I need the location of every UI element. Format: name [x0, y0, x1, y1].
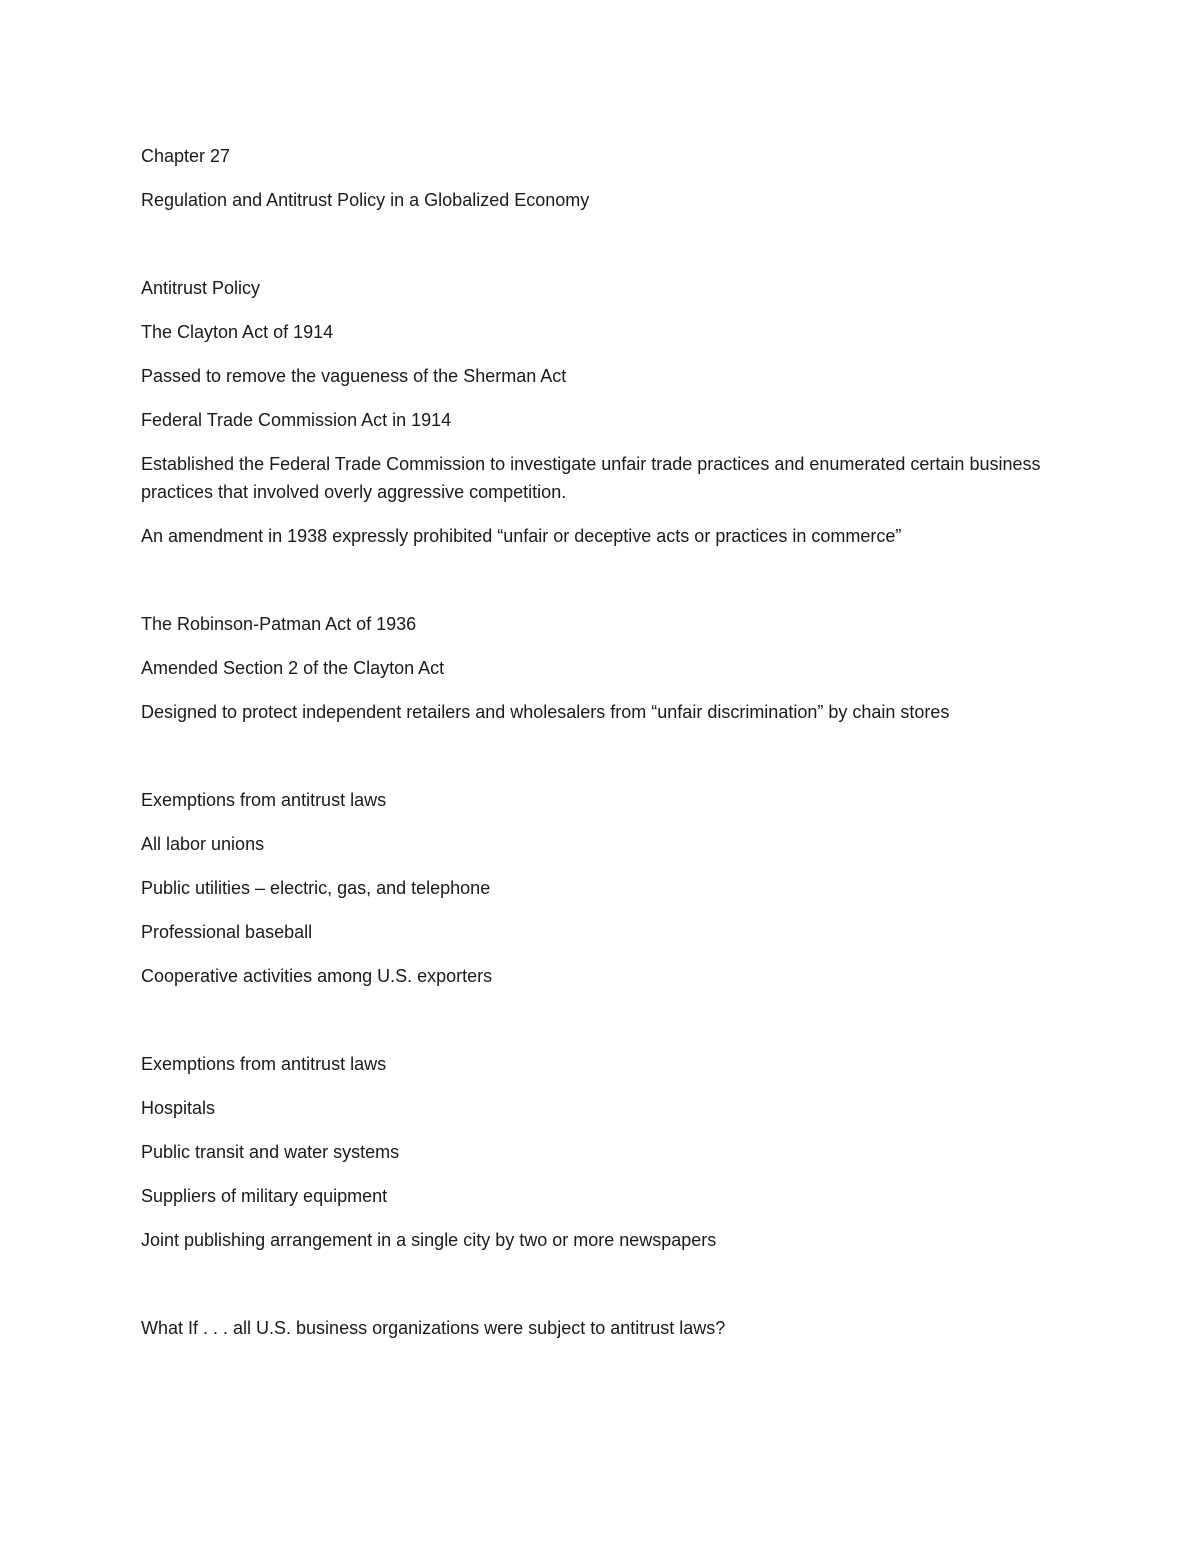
section-spacer — [141, 742, 1061, 786]
section-robinson-patman — [141, 610, 1061, 726]
section-line: Established the Federal Trade Commission to investigate unfair trade practices and enumerated certain business practices that involved overly aggressive competition. — [141, 454, 1046, 502]
section-what-if — [141, 1314, 1061, 1342]
section-line: Amended Section 2 of the Clayton Act — [141, 658, 445, 678]
section-heading: Exemptions from antitrust laws — [141, 1054, 387, 1074]
closing-question: What If . . . all U.S. business organizations were subject to antitrust laws? — [141, 1318, 726, 1338]
section-line: Cooperative activities among U.S. exporters — [141, 966, 493, 986]
section-line: Hospitals — [141, 1098, 216, 1118]
section-line: Designed to protect independent retailers and wholesalers from “unfair discrimination” by chain stores — [141, 702, 950, 722]
section-line: An amendment in 1938 expressly prohibited “unfair or deceptive acts or practices in commerce” — [141, 526, 902, 546]
section-line: Passed to remove the vagueness of the Sherman Act — [141, 366, 567, 386]
section-line: Federal Trade Commission Act in 1914 — [141, 410, 452, 430]
section-spacer — [141, 1270, 1061, 1314]
section-heading: The Robinson-Patman Act of 1936 — [141, 614, 417, 634]
section-antitrust-policy — [141, 274, 1061, 550]
section-spacer — [141, 566, 1061, 610]
section-line: Suppliers of military equipment — [141, 1186, 388, 1206]
section-line: The Clayton Act of 1914 — [141, 322, 334, 342]
section-line: Public transit and water systems — [141, 1142, 400, 1162]
document-body — [141, 142, 1061, 1358]
section-heading: Antitrust Policy — [141, 278, 261, 298]
chapter-number: Chapter 27 — [141, 146, 231, 166]
section-line: All labor unions — [141, 834, 265, 854]
section-line: Professional baseball — [141, 922, 313, 942]
section-line: Public utilities – electric, gas, and telephone — [141, 878, 491, 898]
section-exemptions-1 — [141, 786, 1061, 990]
section-line: Joint publishing arrangement in a single city by two or more newspapers — [141, 1230, 717, 1250]
section-exemptions-2 — [141, 1050, 1061, 1254]
section-spacer — [141, 230, 1061, 274]
section-heading: Exemptions from antitrust laws — [141, 790, 387, 810]
chapter-title: Regulation and Antitrust Policy in a Globalized Economy — [141, 190, 590, 210]
section-spacer — [141, 1006, 1061, 1050]
